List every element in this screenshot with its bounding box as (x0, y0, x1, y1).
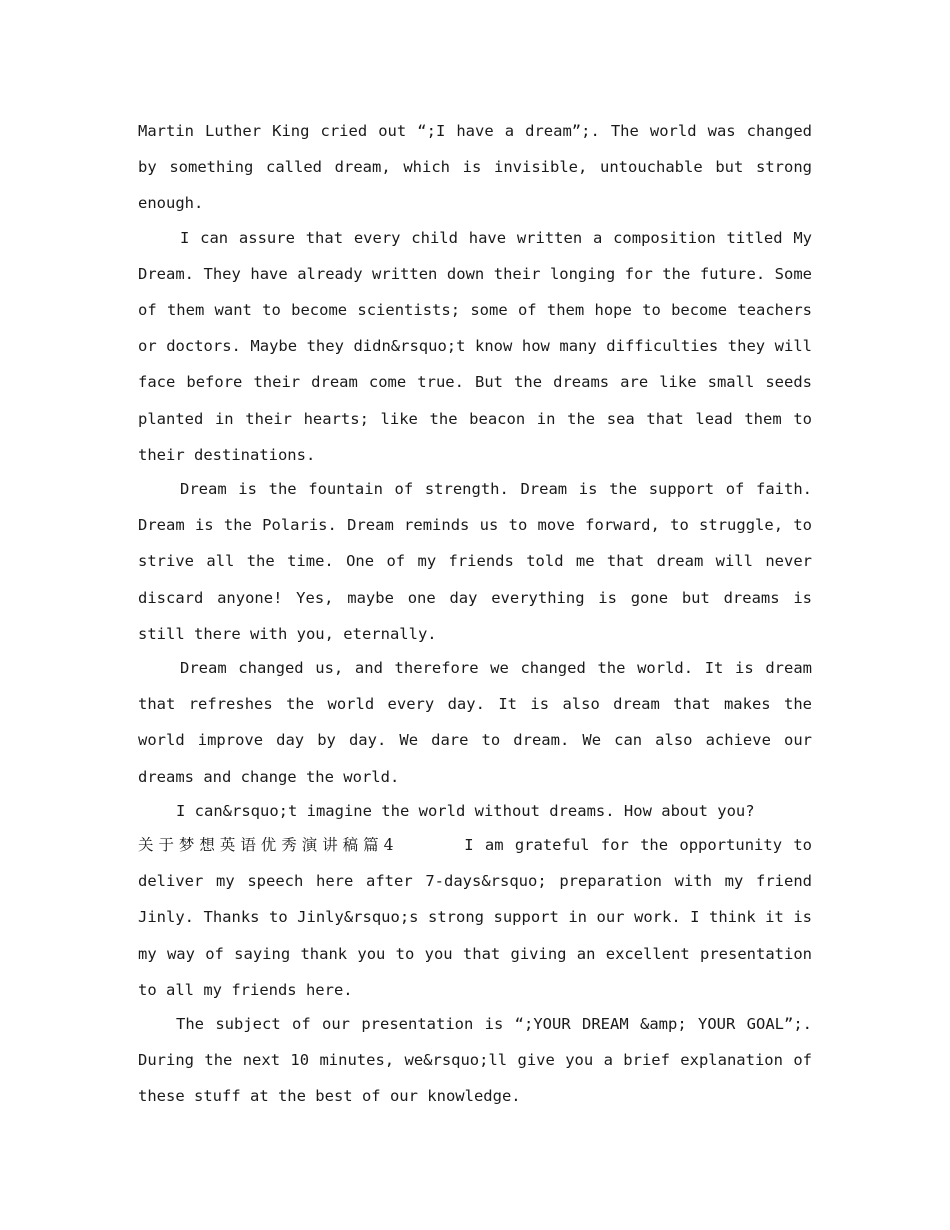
document-page (138, 113, 812, 1113)
paragraph-grateful-text: I am grateful for the opportunity to deliver my speech here after 7-days&rsquo; preparation with my friend Jinly. Thanks to Jinly&rsquo;s strong support in our work. I think it is my way of saying thank you to you that giving an excellent presentation to all my friends here. (138, 836, 812, 999)
paragraph-king-dream: Martin Luther King cried out “;I have a dream”;. The world was changed by something called dream, which is invisible, untouchable but strong enough. (138, 122, 812, 213)
section-heading: 关于梦想英语优秀演讲稿篇4 (138, 836, 397, 855)
paragraph-presentation-subject: The subject of our presentation is “;YOUR DREAM &amp; YOUR GOAL”;. During the next 10 minutes, we&rsquo;ll give you a brief explanation of these stuff at the best of our knowledge. (138, 1015, 812, 1106)
paragraph-child-composition: I can assure that every child have written a composition titled My Dream. They have already written down their longing for the future. Some of them want to become scientists; some of them hope to become teachers or doctors. Maybe they didn&rsquo;t know how many difficulties they will face before their dream come true. But the dreams are like small seeds planted in their hearts; like the beacon in the sea that lead them to their destinations. (138, 228, 812, 464)
paragraph-dream-strength: Dream is the fountain of strength. Dream is the support of faith. Dream is the Polaris. Dream reminds us to move forward, to struggle, to strive all the time. One of my friends told me that dream will never discard anyone! Yes, maybe one day everything is gone but dreams is still there with you, eternally. (138, 480, 812, 643)
paragraph-imagine-world: I can&rsquo;t imagine the world without dreams. How about you? (176, 801, 755, 820)
paragraph-grateful (138, 827, 812, 1008)
paragraph-dream-changed-us: Dream changed us, and therefore we changed the world. It is dream that refreshes the world every day. It is also dream that makes the world improve day by day. We dare to dream. We can also achieve our dreams and change the world. (138, 659, 812, 786)
